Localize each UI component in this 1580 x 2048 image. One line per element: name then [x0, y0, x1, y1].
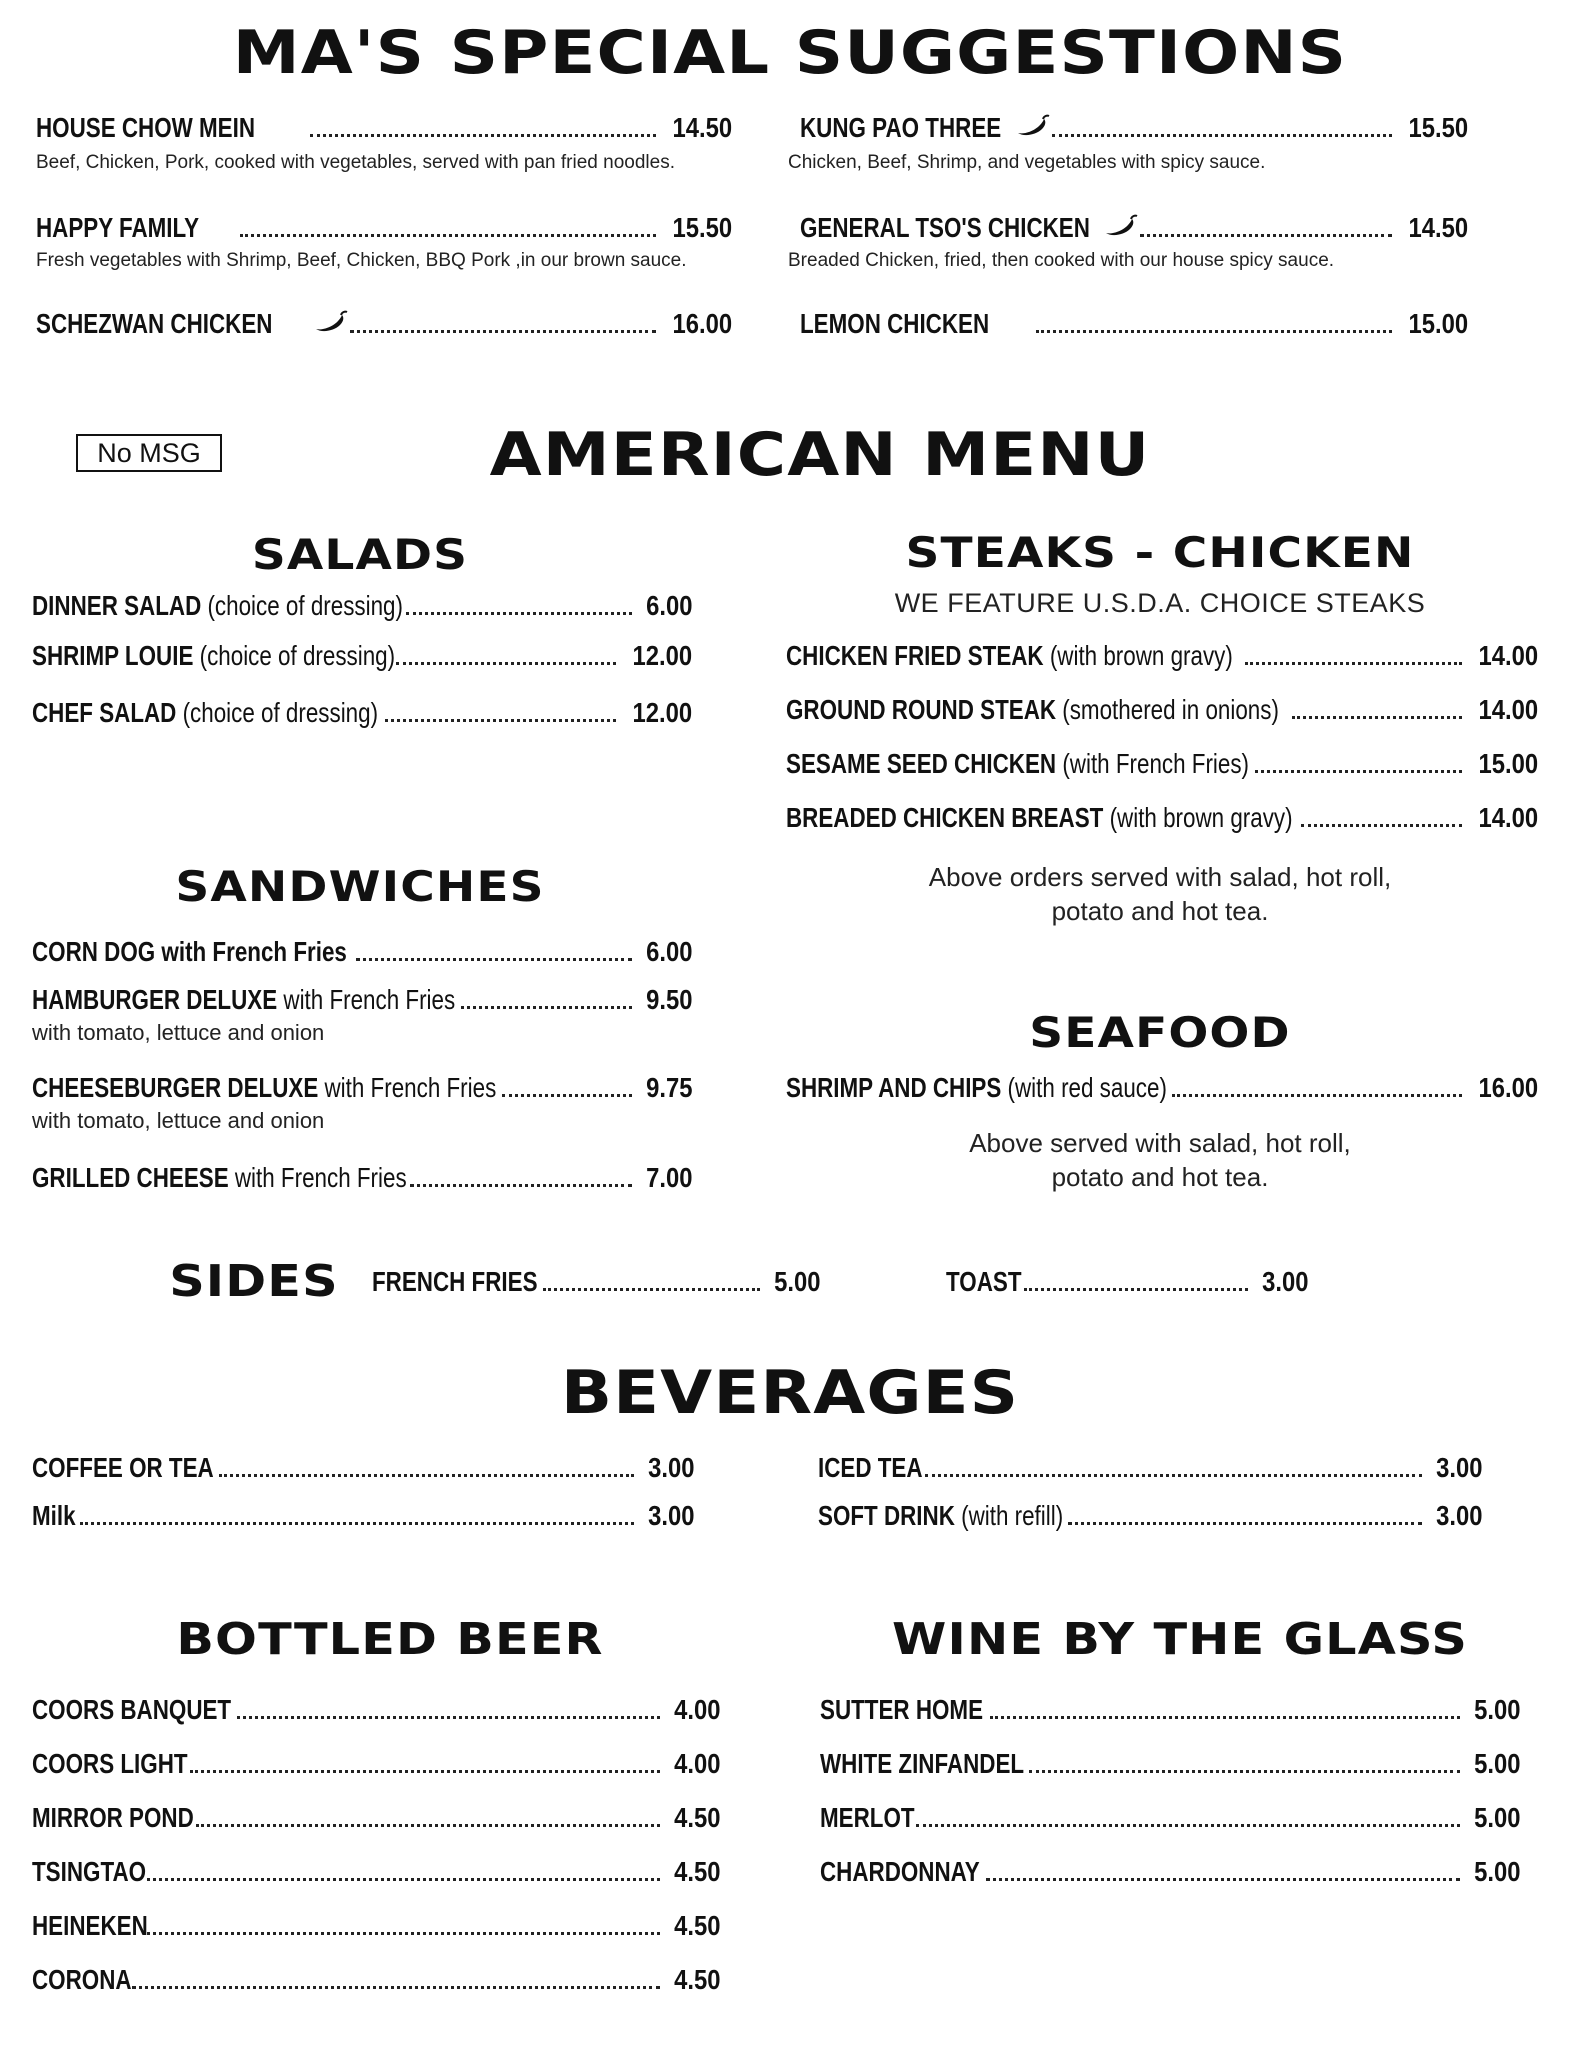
item-price: 4.50 [673, 1802, 720, 1833]
dot-leader [356, 958, 632, 961]
item-name: CORN DOG with French Fries [32, 936, 347, 967]
dot-leader [502, 1094, 631, 1097]
dot-leader [196, 1824, 659, 1827]
item-price: 16.00 [672, 308, 732, 339]
item-price: 14.00 [1478, 640, 1538, 671]
dot-leader [1301, 824, 1462, 827]
menu-item [36, 308, 732, 340]
item-name: HAPPY FAMILY [36, 212, 200, 243]
menu-item [32, 936, 692, 968]
dot-leader [916, 1824, 1459, 1827]
item-price: 9.75 [645, 1072, 692, 1103]
steaks-title: STEAKS - CHICKEN [905, 528, 1415, 577]
salads-title: SALADS [251, 530, 469, 579]
item-price: 14.50 [672, 112, 732, 143]
item-name: TOAST [946, 1266, 1022, 1297]
item-description: Fresh vegetables with Shrimp, Beef, Chicken, BBQ Pork ,in our brown sauce. [36, 250, 687, 271]
item-price: 14.50 [1408, 212, 1468, 243]
menu-item [800, 212, 1468, 244]
item-price: 15.00 [1408, 308, 1468, 339]
menu-item [786, 748, 1538, 780]
menu-item [818, 1500, 1482, 1532]
item-description: Beef, Chicken, Pork, cooked with vegetables, served with pan fried noodles. [36, 152, 675, 173]
item-name [36, 308, 272, 340]
chili-pepper-icon [312, 309, 350, 333]
item-name: KUNG PAO THREE [800, 112, 1002, 143]
item-name: WHITE ZINFANDEL [820, 1748, 1025, 1779]
item-price: 14.00 [1478, 802, 1538, 833]
item-price: 15.00 [1478, 748, 1538, 779]
item-price: 5.00 [773, 1266, 820, 1297]
dot-leader [1172, 1094, 1462, 1097]
item-price: 6.00 [645, 590, 692, 621]
seafood-title: SEAFOOD [1029, 1008, 1291, 1057]
item-name: MIRROR POND [32, 1802, 194, 1833]
item-price: 3.00 [1261, 1266, 1308, 1297]
dot-leader [543, 1288, 760, 1291]
item-price: 6.00 [645, 936, 692, 967]
menu-item [32, 1748, 720, 1780]
item-price: 4.00 [673, 1694, 720, 1725]
menu-item [36, 212, 732, 244]
dot-leader [385, 719, 616, 722]
item-name: GENERAL TSO'S CHICKEN [800, 212, 1090, 243]
menu-item [800, 112, 1468, 144]
dot-leader [147, 1932, 660, 1935]
item-price: 4.50 [673, 1964, 720, 1995]
menu-item [32, 590, 692, 622]
item-description: Breaded Chicken, fried, then cooked with our house spicy sauce. [788, 250, 1335, 271]
item-name: SUTTER HOME [820, 1694, 984, 1725]
sandwiches-title: SANDWICHES [175, 862, 545, 911]
item-price: 5.00 [1473, 1748, 1520, 1779]
dot-leader [396, 662, 616, 665]
menu-item [32, 1856, 720, 1888]
beverages-title: BEVERAGES [560, 1358, 1020, 1428]
steaks-footnote: Above orders served with salad, hot roll, potato and hot tea. [928, 862, 1392, 926]
item-price: 16.00 [1478, 1072, 1538, 1103]
item-price: 3.00 [1435, 1500, 1482, 1531]
menu-item [32, 1910, 720, 1942]
item-price: 12.00 [632, 697, 692, 728]
dot-leader [80, 1522, 633, 1525]
item-price: 3.00 [647, 1500, 694, 1531]
item-name: CHARDONNAY [820, 1856, 980, 1887]
menu-item [818, 1452, 1482, 1484]
menu-item [32, 1162, 692, 1194]
item-name: SHRIMP AND CHIPS (with red sauce) [786, 1072, 1167, 1103]
menu-item [800, 308, 1468, 340]
dot-leader [1029, 1770, 1459, 1773]
menu-item [32, 1452, 694, 1484]
item-description: with tomato, lettuce and onion [32, 1020, 325, 1045]
item-name: CORONA [32, 1964, 132, 1995]
menu-item [32, 697, 692, 729]
menu-item [32, 1072, 692, 1104]
item-name: SESAME SEED CHICKEN (with French Fries) [786, 748, 1250, 779]
specials-title: MA'S SPECIAL SUGGESTIONS [232, 18, 1348, 88]
item-name: BREADED CHICKEN BREAST (with brown gravy) [786, 802, 1293, 833]
item-name: COORS BANQUET [32, 1694, 232, 1725]
dot-leader [237, 1716, 660, 1719]
item-name: GROUND ROUND STEAK (smothered in onions) [786, 694, 1279, 725]
menu-item [786, 1072, 1538, 1104]
item-name: TSINGTAO [32, 1856, 147, 1887]
menu-item [32, 640, 692, 672]
item-price: 4.50 [673, 1910, 720, 1941]
menu-item [372, 1266, 820, 1298]
menu-item [32, 1500, 694, 1532]
american-menu-title: AMERICAN MENU [489, 420, 1151, 490]
dot-leader [219, 1474, 633, 1477]
item-name: SOFT DRINK (with refill) [818, 1500, 1064, 1531]
dot-leader [986, 1878, 1460, 1881]
item-price: 5.00 [1473, 1856, 1520, 1887]
item-name: CHEESEBURGER DELUXE with French Fries [32, 1072, 497, 1103]
dot-leader [1255, 770, 1462, 773]
item-price: 9.50 [645, 984, 692, 1015]
item-price: 7.00 [645, 1162, 692, 1193]
dot-leader [1052, 134, 1392, 137]
item-name: DINNER SALAD (choice of dressing) [32, 590, 403, 621]
menu-item [820, 1694, 1520, 1726]
item-price: 4.00 [673, 1748, 720, 1779]
item-description: with tomato, lettuce and onion [32, 1108, 325, 1133]
item-name: CHICKEN FRIED STEAK (with brown gravy) [786, 640, 1233, 671]
dot-leader [1068, 1522, 1421, 1525]
menu-item [32, 1802, 720, 1834]
dot-leader [990, 1716, 1460, 1719]
menu-item [36, 112, 732, 144]
item-name: LEMON CHICKEN [800, 308, 990, 339]
item-price: 3.00 [1435, 1452, 1482, 1483]
dot-leader [1292, 716, 1462, 719]
dot-leader [1036, 330, 1391, 333]
item-name: COFFEE OR TEA [32, 1452, 214, 1483]
dot-leader [310, 134, 656, 137]
dot-leader [1024, 1288, 1247, 1291]
menu-item [786, 694, 1538, 726]
dot-leader [190, 1770, 659, 1773]
item-name: FRENCH FRIES [372, 1266, 538, 1297]
seafood-footnote: Above served with salad, hot roll, potato and hot tea. [969, 1128, 1351, 1192]
item-label: SCHEZWAN CHICKEN [36, 308, 273, 339]
dot-leader [147, 1878, 660, 1881]
menu-item [946, 1266, 1308, 1298]
item-price: 3.00 [647, 1452, 694, 1483]
item-price: 15.50 [1408, 112, 1468, 143]
dot-leader [132, 1986, 659, 1989]
item-name: HEINEKEN [32, 1910, 148, 1941]
item-price: 4.50 [673, 1856, 720, 1887]
menu-item [820, 1856, 1520, 1888]
item-name: HOUSE CHOW MEIN [36, 112, 256, 143]
dot-leader [1245, 662, 1462, 665]
item-name: COORS LIGHT [32, 1748, 188, 1779]
item-price: 15.50 [672, 212, 732, 243]
item-name: MERLOT [820, 1802, 915, 1833]
steaks-subtitle: WE FEATURE U.S.D.A. CHOICE STEAKS [894, 588, 1426, 618]
chili-pepper-icon [1014, 113, 1052, 137]
menu-item [32, 984, 692, 1016]
wine-title: WINE BY THE GLASS [892, 1614, 1468, 1665]
item-price: 5.00 [1473, 1694, 1520, 1725]
item-name: ICED TEA [818, 1452, 923, 1483]
menu-item [786, 640, 1538, 672]
dot-leader [350, 330, 656, 333]
dot-leader [410, 1184, 631, 1187]
item-name: CHEF SALAD (choice of dressing) [32, 697, 379, 728]
menu-item [820, 1802, 1520, 1834]
dot-leader [461, 1006, 632, 1009]
item-price: 12.00 [632, 640, 692, 671]
item-name: HAMBURGER DELUXE with French Fries [32, 984, 456, 1015]
sides-title: SIDES [169, 1256, 339, 1307]
item-name: Milk [32, 1500, 76, 1531]
item-description: Chicken, Beef, Shrimp, and vegetables with spicy sauce. [788, 152, 1266, 173]
menu-item [32, 1694, 720, 1726]
dot-leader [1140, 234, 1392, 237]
item-name: SHRIMP LOUIE (choice of dressing) [32, 640, 396, 671]
dot-leader [406, 612, 632, 615]
item-name: GRILLED CHEESE with French Fries [32, 1162, 407, 1193]
item-price: 5.00 [1473, 1802, 1520, 1833]
dot-leader [240, 234, 656, 237]
item-price: 14.00 [1478, 694, 1538, 725]
no-msg-badge: No MSG [76, 434, 222, 472]
dot-leader [925, 1474, 1422, 1477]
bottled-beer-title: BOTTLED BEER [176, 1614, 604, 1665]
chili-pepper-icon [1102, 213, 1140, 237]
menu-item [820, 1748, 1520, 1780]
menu-item [786, 802, 1538, 834]
menu-item [32, 1964, 720, 1996]
